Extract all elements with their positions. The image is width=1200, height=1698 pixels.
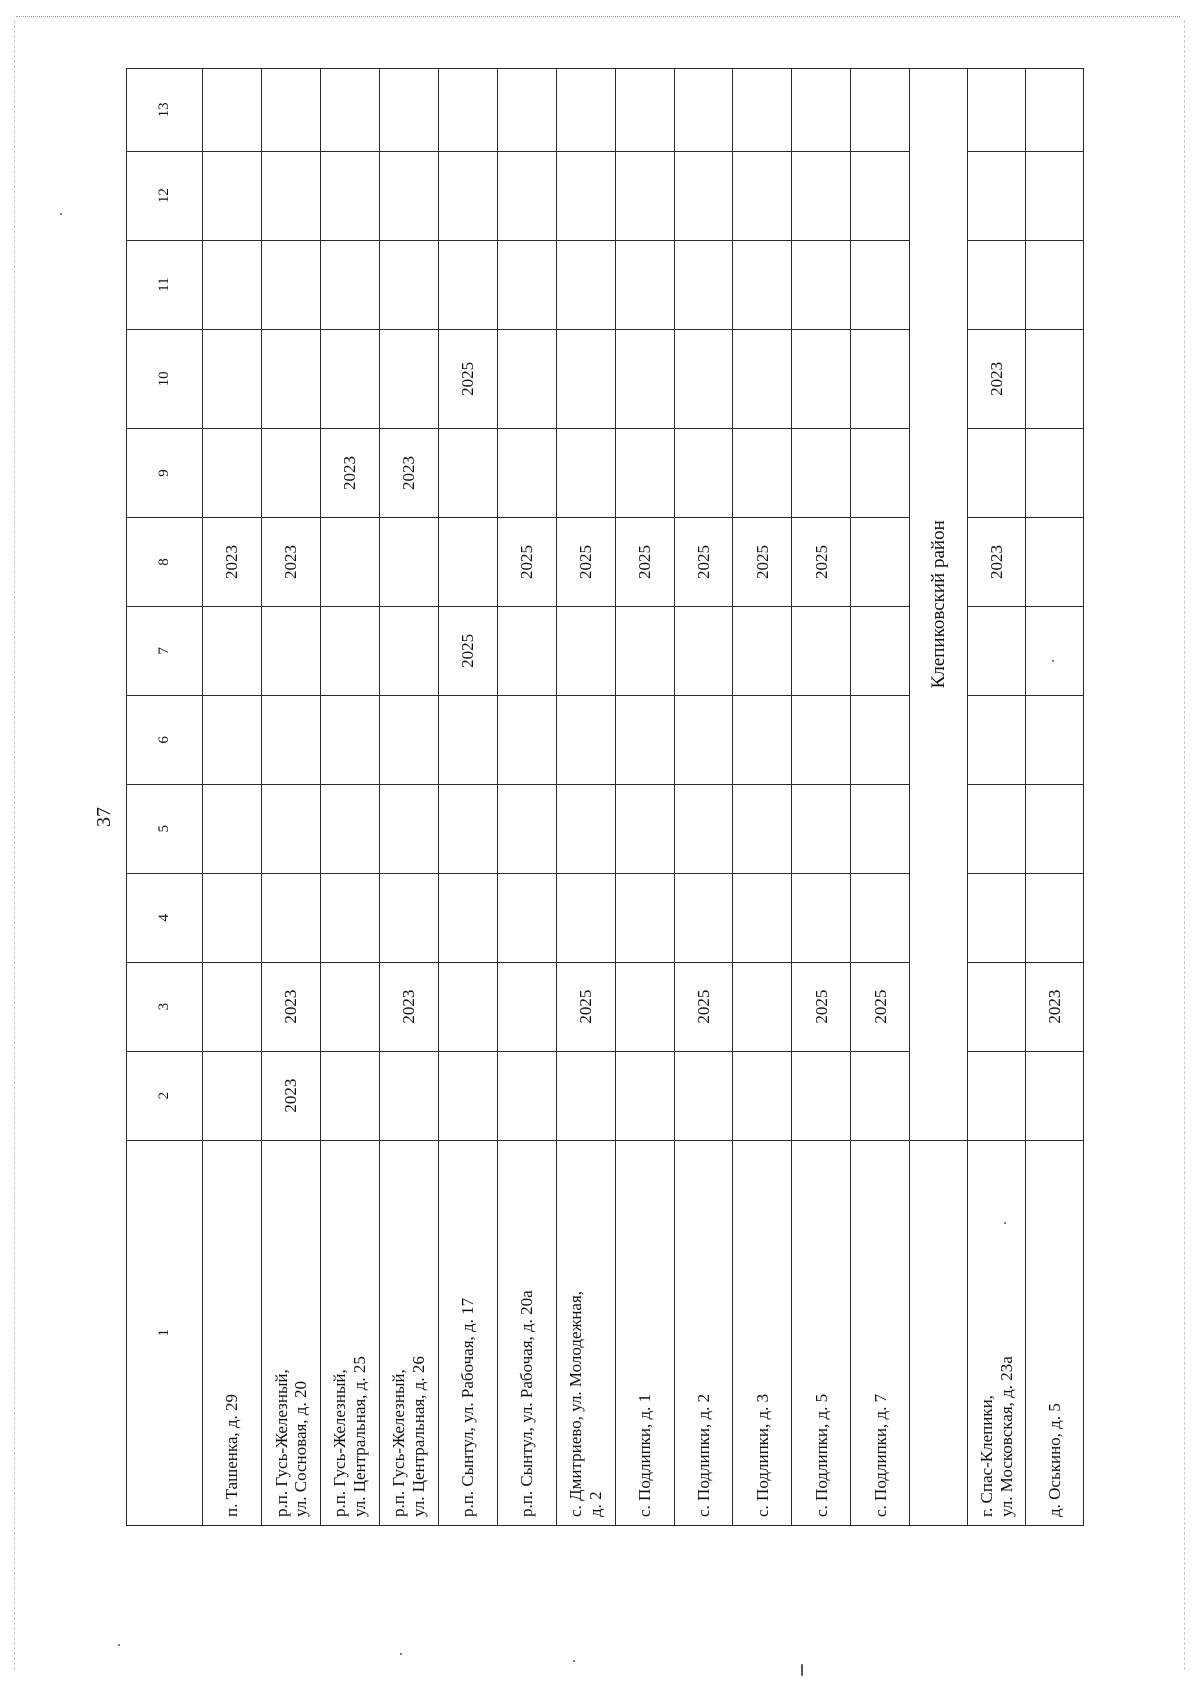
year-cell	[968, 1051, 1026, 1140]
year-cell	[733, 240, 792, 329]
year-cell	[733, 873, 792, 962]
year-cell	[792, 606, 851, 695]
year-cell	[851, 1051, 910, 1140]
year-cell	[556, 606, 615, 695]
year-cell: 2023	[379, 962, 438, 1051]
scan-speck	[118, 1644, 120, 1646]
header-cell: 11	[127, 240, 203, 329]
year-cell	[674, 784, 733, 873]
year-cell	[968, 151, 1026, 240]
year-cell	[203, 329, 262, 429]
year-cell	[733, 695, 792, 784]
year-cell: 2025	[674, 518, 733, 607]
scan-speck	[60, 213, 62, 215]
address-cell: г. Спас-Клепики, ул. Московская, д. 23а	[968, 1140, 1026, 1525]
year-cell	[968, 429, 1026, 518]
year-cell	[1026, 69, 1084, 152]
year-cell	[203, 873, 262, 962]
year-cell	[438, 873, 497, 962]
year-cell	[968, 784, 1026, 873]
year-cell	[321, 518, 380, 607]
year-cell	[851, 873, 910, 962]
year-cell: 2025	[792, 518, 851, 607]
year-cell	[379, 1051, 438, 1140]
year-cell	[321, 1051, 380, 1140]
year-cell	[379, 240, 438, 329]
year-cell	[674, 151, 733, 240]
year-cell	[321, 962, 380, 1051]
year-cell	[321, 151, 380, 240]
year-cell	[674, 329, 733, 429]
table-row	[556, 69, 615, 1526]
address-cell: с. Дмитриево, ул. Молодежная, д. 2	[556, 1140, 615, 1525]
year-cell: 2025	[497, 518, 556, 607]
header-cell: 4	[127, 873, 203, 962]
address-cell: р.п. Сынтул, ул. Рабочая, д. 20а	[497, 1140, 556, 1525]
scan-edge-top	[16, 16, 1180, 17]
year-cell	[1026, 873, 1084, 962]
table-row	[792, 69, 851, 1526]
year-cell	[615, 873, 674, 962]
year-cell	[1026, 606, 1084, 695]
year-cell	[497, 151, 556, 240]
year-cell	[203, 1051, 262, 1140]
year-cell	[733, 429, 792, 518]
year-cell: 2023	[968, 329, 1026, 429]
year-cell	[203, 69, 262, 152]
address-cell: с. Подлипки, д. 2	[674, 1140, 733, 1525]
year-cell: 2025	[556, 962, 615, 1051]
scan-edge-right	[1184, 20, 1185, 1670]
table-row	[262, 69, 321, 1526]
year-cell	[379, 784, 438, 873]
year-cell	[851, 695, 910, 784]
year-cell	[615, 429, 674, 518]
year-cell	[379, 606, 438, 695]
year-cell	[497, 69, 556, 152]
year-cell	[556, 429, 615, 518]
year-cell	[438, 1051, 497, 1140]
year-cell	[1026, 240, 1084, 329]
year-cell	[497, 1051, 556, 1140]
year-cell	[792, 695, 851, 784]
year-cell	[438, 151, 497, 240]
year-cell	[733, 962, 792, 1051]
year-cell	[497, 784, 556, 873]
year-cell	[674, 695, 733, 784]
page-number: 37	[93, 807, 115, 827]
year-cell	[262, 69, 321, 152]
year-cell	[968, 873, 1026, 962]
header-cell: 12	[127, 151, 203, 240]
year-cell	[615, 1051, 674, 1140]
schedule-table	[126, 68, 1084, 1526]
year-cell	[733, 69, 792, 152]
year-cell: 2025	[733, 518, 792, 607]
year-cell	[615, 151, 674, 240]
year-cell: 2025	[851, 962, 910, 1051]
year-cell	[379, 329, 438, 429]
year-cell	[556, 695, 615, 784]
year-cell: 2023	[968, 518, 1026, 607]
year-cell	[968, 240, 1026, 329]
year-cell	[497, 240, 556, 329]
year-cell	[203, 240, 262, 329]
year-cell	[262, 784, 321, 873]
year-cell	[733, 1051, 792, 1140]
year-cell	[615, 962, 674, 1051]
table-row	[203, 69, 262, 1526]
table-row	[968, 69, 1026, 1526]
year-cell	[438, 240, 497, 329]
year-cell	[792, 784, 851, 873]
year-cell	[497, 962, 556, 1051]
header-cell: 3	[127, 962, 203, 1051]
year-cell	[792, 240, 851, 329]
year-cell: 2025	[674, 962, 733, 1051]
year-cell	[674, 606, 733, 695]
year-cell: 2023	[203, 518, 262, 607]
year-cell	[1026, 329, 1084, 429]
year-cell	[262, 329, 321, 429]
year-cell	[556, 784, 615, 873]
address-cell: р.п. Сынтул, ул. Рабочая, д. 17	[438, 1140, 497, 1525]
year-cell	[792, 329, 851, 429]
address-cell: р.п. Гусь-Железный, ул. Центральная, д. 25	[321, 1140, 380, 1525]
year-cell	[379, 518, 438, 607]
year-cell	[262, 151, 321, 240]
address-cell: р.п. Гусь-Железный, ул. Центральная, д. 26	[379, 1140, 438, 1525]
scan-edge-left	[14, 20, 15, 1670]
header-cell: 2	[127, 1051, 203, 1140]
year-cell	[615, 606, 674, 695]
header-cell: 6	[127, 695, 203, 784]
year-cell	[379, 69, 438, 152]
year-cell	[968, 695, 1026, 784]
header-cell: 7	[127, 606, 203, 695]
year-cell	[556, 240, 615, 329]
year-cell: 2023	[262, 518, 321, 607]
year-cell	[321, 240, 380, 329]
header-row	[127, 69, 203, 1526]
year-cell	[615, 784, 674, 873]
year-cell	[851, 606, 910, 695]
year-cell	[556, 873, 615, 962]
year-cell	[792, 873, 851, 962]
year-cell	[733, 151, 792, 240]
scan-speck	[1052, 660, 1054, 662]
year-cell	[1026, 695, 1084, 784]
year-cell: 2025	[615, 518, 674, 607]
year-cell	[262, 873, 321, 962]
year-cell: 2023	[262, 962, 321, 1051]
table-row	[379, 69, 438, 1526]
year-cell	[438, 962, 497, 1051]
address-cell: р.п. Гусь-Железный, ул. Сосновая, д. 20	[262, 1140, 321, 1525]
header-cell: 8	[127, 518, 203, 607]
year-cell	[438, 69, 497, 152]
year-cell	[1026, 1051, 1084, 1140]
year-cell	[792, 69, 851, 152]
address-cell: с. Подлипки, д. 3	[733, 1140, 792, 1525]
year-cell	[615, 329, 674, 429]
year-cell	[438, 695, 497, 784]
header-cell: 10	[127, 329, 203, 429]
year-cell	[851, 429, 910, 518]
year-cell: 2023	[262, 1051, 321, 1140]
table-row	[1026, 69, 1084, 1526]
address-cell: с. Подлипки, д. 5	[792, 1140, 851, 1525]
scan-speck	[573, 1660, 575, 1662]
address-cell: д. Оськино, д. 5	[1026, 1140, 1084, 1525]
year-cell	[321, 873, 380, 962]
year-cell: 2025	[792, 962, 851, 1051]
year-cell	[379, 151, 438, 240]
year-cell	[968, 606, 1026, 695]
year-cell	[615, 695, 674, 784]
year-cell	[851, 784, 910, 873]
year-cell	[203, 962, 262, 1051]
header-cell: 9	[127, 429, 203, 518]
year-cell	[556, 69, 615, 152]
year-cell	[968, 962, 1026, 1051]
year-cell	[438, 518, 497, 607]
year-cell	[851, 240, 910, 329]
year-cell	[321, 69, 380, 152]
year-cell	[438, 429, 497, 518]
table-row	[321, 69, 380, 1526]
year-cell	[1026, 151, 1084, 240]
year-cell: 2023	[321, 429, 380, 518]
address-cell: с. Подлипки, д. 7	[851, 1140, 910, 1525]
year-cell	[674, 873, 733, 962]
year-cell	[556, 151, 615, 240]
table-row	[733, 69, 792, 1526]
year-cell	[321, 329, 380, 429]
year-cell: 2025	[438, 329, 497, 429]
year-cell	[203, 695, 262, 784]
year-cell	[379, 695, 438, 784]
year-cell	[203, 151, 262, 240]
scan-speck	[400, 1653, 402, 1655]
table-row	[497, 69, 556, 1526]
year-cell: 2023	[379, 429, 438, 518]
year-cell	[1026, 429, 1084, 518]
address-cell: с. Подлипки, д. 1	[615, 1140, 674, 1525]
year-cell: 2023	[1026, 962, 1084, 1051]
year-cell	[262, 606, 321, 695]
year-cell	[497, 429, 556, 518]
year-cell: 2025	[556, 518, 615, 607]
year-cell	[321, 606, 380, 695]
header-cell: 1	[127, 1140, 203, 1525]
year-cell	[851, 151, 910, 240]
year-cell	[203, 784, 262, 873]
year-cell	[262, 429, 321, 518]
year-cell	[321, 784, 380, 873]
section-spacer	[910, 1140, 968, 1525]
year-cell	[733, 606, 792, 695]
table-row	[615, 69, 674, 1526]
scan-speck	[801, 1664, 803, 1676]
year-cell	[262, 240, 321, 329]
year-cell	[792, 1051, 851, 1140]
scan-speck	[1004, 1222, 1006, 1224]
year-cell	[1026, 784, 1084, 873]
year-cell: 2025	[438, 606, 497, 695]
year-cell	[262, 695, 321, 784]
year-cell	[497, 329, 556, 429]
year-cell	[674, 429, 733, 518]
section-title: Клепиковский район	[910, 69, 968, 1141]
year-cell	[556, 329, 615, 429]
year-cell	[674, 240, 733, 329]
year-cell	[851, 329, 910, 429]
table-row	[851, 69, 910, 1526]
year-cell	[851, 69, 910, 152]
header-cell: 13	[127, 69, 203, 152]
year-cell	[968, 69, 1026, 152]
year-cell	[733, 329, 792, 429]
section-row	[910, 69, 968, 1526]
year-cell	[497, 606, 556, 695]
year-cell	[379, 873, 438, 962]
year-cell	[792, 151, 851, 240]
year-cell	[438, 784, 497, 873]
year-cell	[851, 518, 910, 607]
year-cell	[203, 606, 262, 695]
year-cell	[497, 695, 556, 784]
year-cell	[674, 69, 733, 152]
year-cell	[733, 784, 792, 873]
year-cell	[792, 429, 851, 518]
year-cell	[1026, 518, 1084, 607]
table-row	[438, 69, 497, 1526]
header-cell: 5	[127, 784, 203, 873]
year-cell	[556, 1051, 615, 1140]
year-cell	[615, 69, 674, 152]
address-cell: п. Ташенка, д. 29	[203, 1140, 262, 1525]
year-cell	[497, 873, 556, 962]
table-row	[674, 69, 733, 1526]
year-cell	[321, 695, 380, 784]
year-cell	[203, 429, 262, 518]
table-container	[126, 68, 1084, 1526]
year-cell	[615, 240, 674, 329]
year-cell	[674, 1051, 733, 1140]
